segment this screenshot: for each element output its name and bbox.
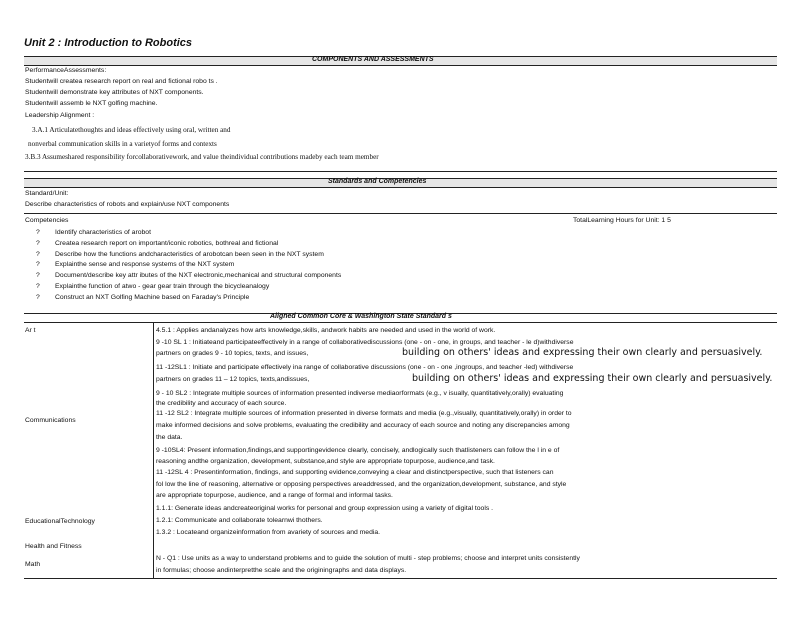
leadership-line: 3.B.3 Assumeshared responsibility forcollaborativework, and value theindividual contributions madeby each team member <box>25 153 379 161</box>
communications-line: 9 - 10 SL2 : Integrate multiple sources of information presented indiverse mediaorformats (e.g., v isually, quantitatively,orally) evaluating <box>156 390 564 397</box>
communications-line: reasoning andthe organization, development, substance,and style are appropriate topurpose, audience,and task. <box>156 458 495 465</box>
communications-line: 9 -10 SL 1 : Initiateand participateeffectively in a range of collaborativediscussions (one - on - one, in groups, and teacher - le d)withdiverse <box>156 339 574 346</box>
communications-emphasis: building on others' ideas and expressing their own clearly and persuasively. <box>402 347 763 358</box>
math-standard: in formulas; choose andinterpretthe scale and the originingraphs and data displays. <box>156 567 407 574</box>
communications-line: make informed decisions and solve problems, evaluating the credibility and accuracy of each source and noting any discrepancies among <box>156 422 570 429</box>
communications-line: 9 -10SL4: Present information,findings,and supportingevidence clearly, concisely, andlogically such thatlisteners can follow the l in e of <box>156 447 560 454</box>
edtech-standard: 1.2.1: Communicate and collaborate tolearnwi thothers. <box>156 517 323 524</box>
divider <box>24 171 777 172</box>
bullet-icon: ? <box>36 283 40 290</box>
communications-line: 11 -12SL 4 : Presentinformation, findings, and supporting evidence,conveying a clear and distinctperspective, such that listeners can <box>156 469 554 476</box>
area-health-fitness: Health and Fitness <box>25 543 82 550</box>
standards-header: Standards and Competencies <box>328 178 427 185</box>
performance-heading: PerformanceAssessments: <box>25 67 107 74</box>
communications-emphasis: building on others' ideas and expressing their own clearly and persuasively. <box>412 373 773 384</box>
column-divider <box>153 322 154 578</box>
divider <box>24 213 777 214</box>
competency-item: Construct an NXT Golfing Machine based on Faraday's Principle <box>55 293 250 301</box>
divider <box>24 578 777 579</box>
competency-item: Explainthe function of atwo - gear gear train through the bicycleanalogy <box>55 283 270 290</box>
communications-line: the data. <box>156 434 183 441</box>
area-educational-technology: EducationalTechnology <box>25 518 95 525</box>
competency-item: Createa research report on important/iconic robotics, bothreal and fictional <box>55 239 279 247</box>
competency-item: Explainthe sense and response systems of the NXT system <box>55 261 235 269</box>
performance-line: Studentwill assemb le NXT golfing machine. <box>25 100 158 107</box>
communications-line: partners on grades 11 – 12 topics, texts,andissues, <box>156 376 310 383</box>
competency-item: Document/describe key attr ibutes of the NXT electronic,mechanical and structural components <box>55 272 342 280</box>
communications-line: 11 -12 SL2 : Integrate multiple sources of information presented in diverse formats and media (e.g.,visually, quantitatively,orally) in order to <box>156 410 572 417</box>
leadership-line: nonverbal communication skills in a varietyof forms and contexts <box>28 140 217 148</box>
competency-item: Describe how the functions andcharacteristics of arobotcan been seen in the NXT system <box>55 250 324 258</box>
bullet-icon: ? <box>36 229 40 236</box>
communications-line: partners on grades 9 - 10 topics, texts, and issues, <box>156 350 309 357</box>
math-standard: N - Q1 : Use units as a way to understand problems and to guide the solution of multi - step problems; choose and interpret units consistently <box>156 555 580 562</box>
standard-unit-heading: Standard/Unit: <box>25 190 69 197</box>
area-math: Math <box>25 561 41 568</box>
edtech-standard: 1.1.1: Generate ideas andcreateoriginal works for personal and group expression using a variety of digital tools . <box>156 505 494 512</box>
total-learning-hours: TotalLearning Hours for Unit: 1 5 <box>573 217 671 224</box>
bullet-icon: ? <box>36 293 40 301</box>
area-art: Ar t <box>25 327 36 334</box>
standard-unit-line: Describe characteristics of robots and explain/use NXT components <box>25 201 230 208</box>
performance-line: Studentwill createa research report on real and fictional robo ts . <box>25 78 218 85</box>
bullet-icon: ? <box>36 239 40 247</box>
communications-line: fol low the line of reasoning, alternative or opposing perspectives areaddressed, and the organization,development, substance, and style <box>156 481 567 488</box>
communications-line: the credibility and accuracy of each source. <box>156 400 287 407</box>
bullet-icon: ? <box>36 250 40 258</box>
communications-line: 11 -12SL1 : Initiate and participate effectively ina range of collaborative discussions (one - on - one ,ingroups, and teacher -led) withdiverse <box>156 364 574 371</box>
components-header: COMPONENTS AND ASSESSMENTS <box>312 56 434 63</box>
bullet-icon: ? <box>36 272 40 280</box>
bullet-icon: ? <box>36 261 40 269</box>
competencies-heading: Competencies <box>25 217 69 224</box>
performance-line: Studentwill demonstrate key attributes of NXT components. <box>25 89 204 96</box>
aligned-header: Aligned Common Core & Washington State Standard s <box>270 313 452 320</box>
area-communications: Communications <box>25 417 76 424</box>
competency-item: Identify characteristics of arobot <box>55 229 151 236</box>
unit-title: Unit 2 : Introduction to Robotics <box>24 37 193 49</box>
art-standard: 4.5.1 : Applies andanalyzes how arts knowledge,skills, andwork habits are needed and used in the world of work. <box>156 327 496 334</box>
edtech-standard: 1.3.2 : Locateand organizeinformation from avariety of sources and media. <box>156 529 381 536</box>
leadership-line: 3.A.1 Articulatethoughts and ideas effectively using oral, written and <box>32 126 231 134</box>
communications-line: are appropriate topurpose, audience, and a range of formal and informal tasks. <box>156 492 393 499</box>
leadership-heading: Leadership Alignment : <box>25 112 95 119</box>
